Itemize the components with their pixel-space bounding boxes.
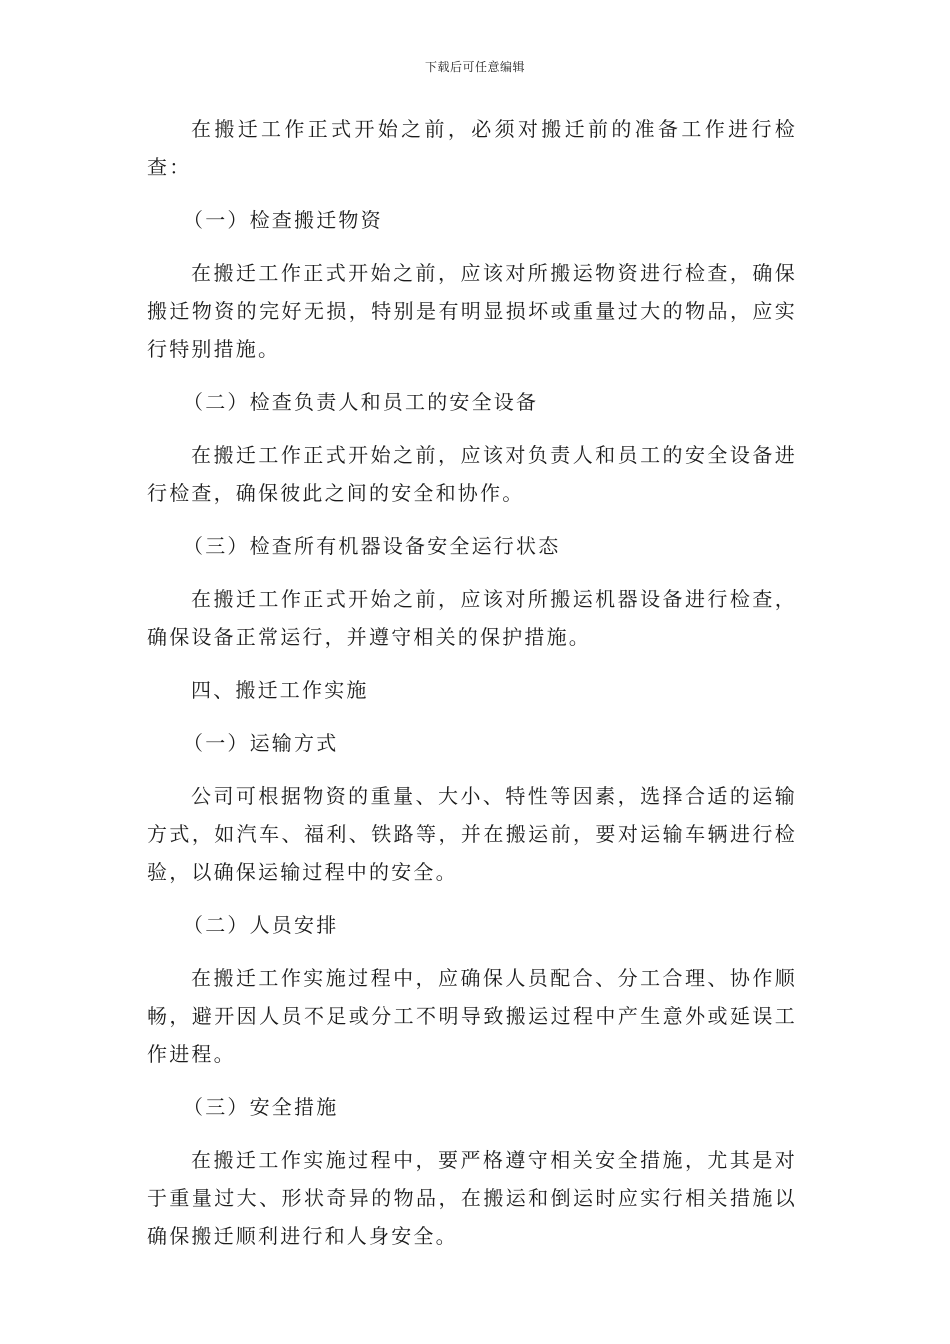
document-body: [147, 110, 797, 1255]
section-heading: （一）运输方式: [183, 731, 339, 755]
section-heading: （一）检查搬迁物资: [183, 208, 383, 232]
paragraph: 在搬迁工作实施过程中，要严格遵守相关安全措施，尤其是对于重量过大、形状奇异的物品，在搬运和倒运时应实行相关措施以确保搬迁顺利进行和人身安全。: [147, 1148, 797, 1248]
paragraph: 在搬迁工作实施过程中，应确保人员配合、分工合理、协作顺畅，避开因人员不足或分工不明导致搬运过程中产生意外或延误工作进程。: [147, 966, 797, 1066]
paragraph: 在搬迁工作正式开始之前，必须对搬迁前的准备工作进行检查：: [147, 117, 797, 179]
paragraph: 在搬迁工作正式开始之前，应该对负责人和员工的安全设备进行检查，确保彼此之间的安全和协作。: [147, 443, 797, 505]
section-heading: （二）检查负责人和员工的安全设备: [183, 390, 539, 414]
section-heading: （三）安全措施: [183, 1095, 339, 1119]
section-heading: （三）检查所有机器设备安全运行状态: [183, 534, 561, 558]
chapter-heading: 四、搬迁工作实施: [191, 678, 369, 702]
paragraph: 在搬迁工作正式开始之前，应该对所搬运机器设备进行检查，确保设备正常运行，并遵守相关的保护措施。: [147, 587, 797, 649]
paragraph: 在搬迁工作正式开始之前，应该对所搬运物资进行检查，确保搬迁物资的完好无损，特别是有明显损坏或重量过大的物品，应实行特别措施。: [147, 261, 797, 361]
page-header: 下载后可任意编辑: [424, 60, 525, 74]
paragraph: 公司可根据物资的重量、大小、特性等因素，选择合适的运输方式，如汽车、福利、铁路等，并在搬运前，要对运输车辆进行检验，以确保运输过程中的安全。: [147, 784, 797, 884]
section-heading: （二）人员安排: [183, 913, 339, 937]
